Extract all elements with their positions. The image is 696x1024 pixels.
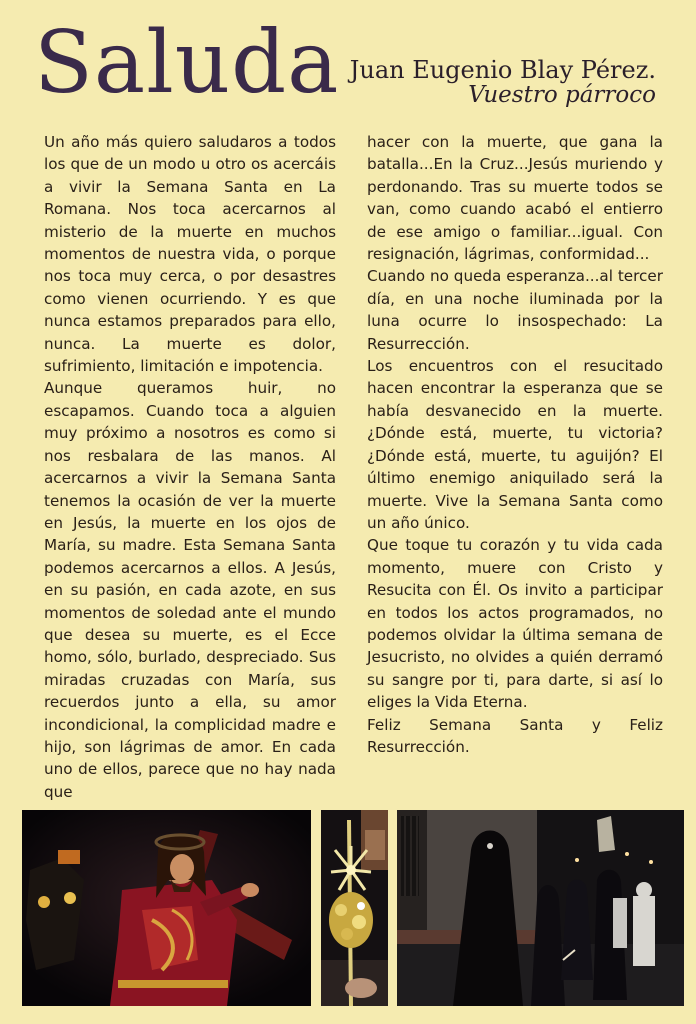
photo-jesus-with-cross [22,810,311,1006]
photo-golden-palm-image [321,810,388,1006]
author-role: Vuestro párroco [468,82,656,109]
article-column-right [367,131,663,758]
paragraph: Feliz Semana Santa y Feliz Resurrección. [367,715,663,756]
article-column-left [44,131,336,803]
photo-jesus-with-cross-image [22,810,311,1006]
author-name: Juan Eugenio Blay Pérez. [349,56,656,84]
paragraph: Un año más quiero saludaros a todos los que de un modo u otro os acercáis a vivir la Semana Santa en La Romana. Nos toca acercarnos al misterio de la muerte en muchos momentos de nuestra vida, o porque nos toca muy cerca, o por desastres como vienen ocurriendo. Y es que nunca estamos preparados para ello, nunca. La muerte es dolor, sufrimiento, limitación e impotencia. [44,133,336,376]
photo-night-procession [397,810,684,1006]
photo-night-procession-image [397,810,684,1006]
paragraph: Cuando no queda esperanza...al tercer día, en una noche iluminada por la luna ocurre lo insospechado: La Resurrección. [367,267,663,353]
paragraph: Aunque queramos huir, no escapamos. Cuando toca a alguien muy próximo a nosotros es como si nos resbalara de las manos. Al acercarnos a vivir la Semana Santa tenemos la ocasión de ver la muerte en Jesús, la muerte en los ojos de María, su madre. Esta Semana Santa podemos acercarnos a ellos. A Jesús, en su pasión, en cada azote, en sus momentos de soledad ante el mundo que desea su muerte, es el Ecce homo, sólo, burlado, despreciado. Sus miradas cruzadas con María, sus recuerdos junto a ella, su amor incondicional, la complicidad madre e hijo, son lágrimas de amor. En cada uno de ellos, parece que no hay nada que [44,379,336,801]
photo-golden-palm [321,810,388,1006]
paragraph: Los encuentros con el resucitado hacen encontrar la esperanza que se había desvanecido en la muerte. ¿Dónde está, muerte, tu victoria? ¿Dónde está, muerte, tu aguijón? El último enemigo aniquilado será la muerte. Vive la Semana Santa como un año único. [367,357,663,532]
paragraph: Que toque tu corazón y tu vida cada momento, muere con Cristo y Resucita con Él. Os invito a participar en todos los actos programados, no podemos olvidar la última semana de Jesucristo, no olvides a quién derramó su sangre por ti, para darte, si así lo eliges la Vida Eterna. [367,536,663,712]
author-block [350,58,656,108]
paragraph: hacer con la muerte, que gana la batalla...En la Cruz...Jesús muriendo y perdonando. Tras su muerte todos se van, como cuando acabó el entierro de ese amigo o familiar...igual. Con resignación, lágrimas, conformidad... [367,133,663,264]
page-title: Saluda [34,13,340,113]
